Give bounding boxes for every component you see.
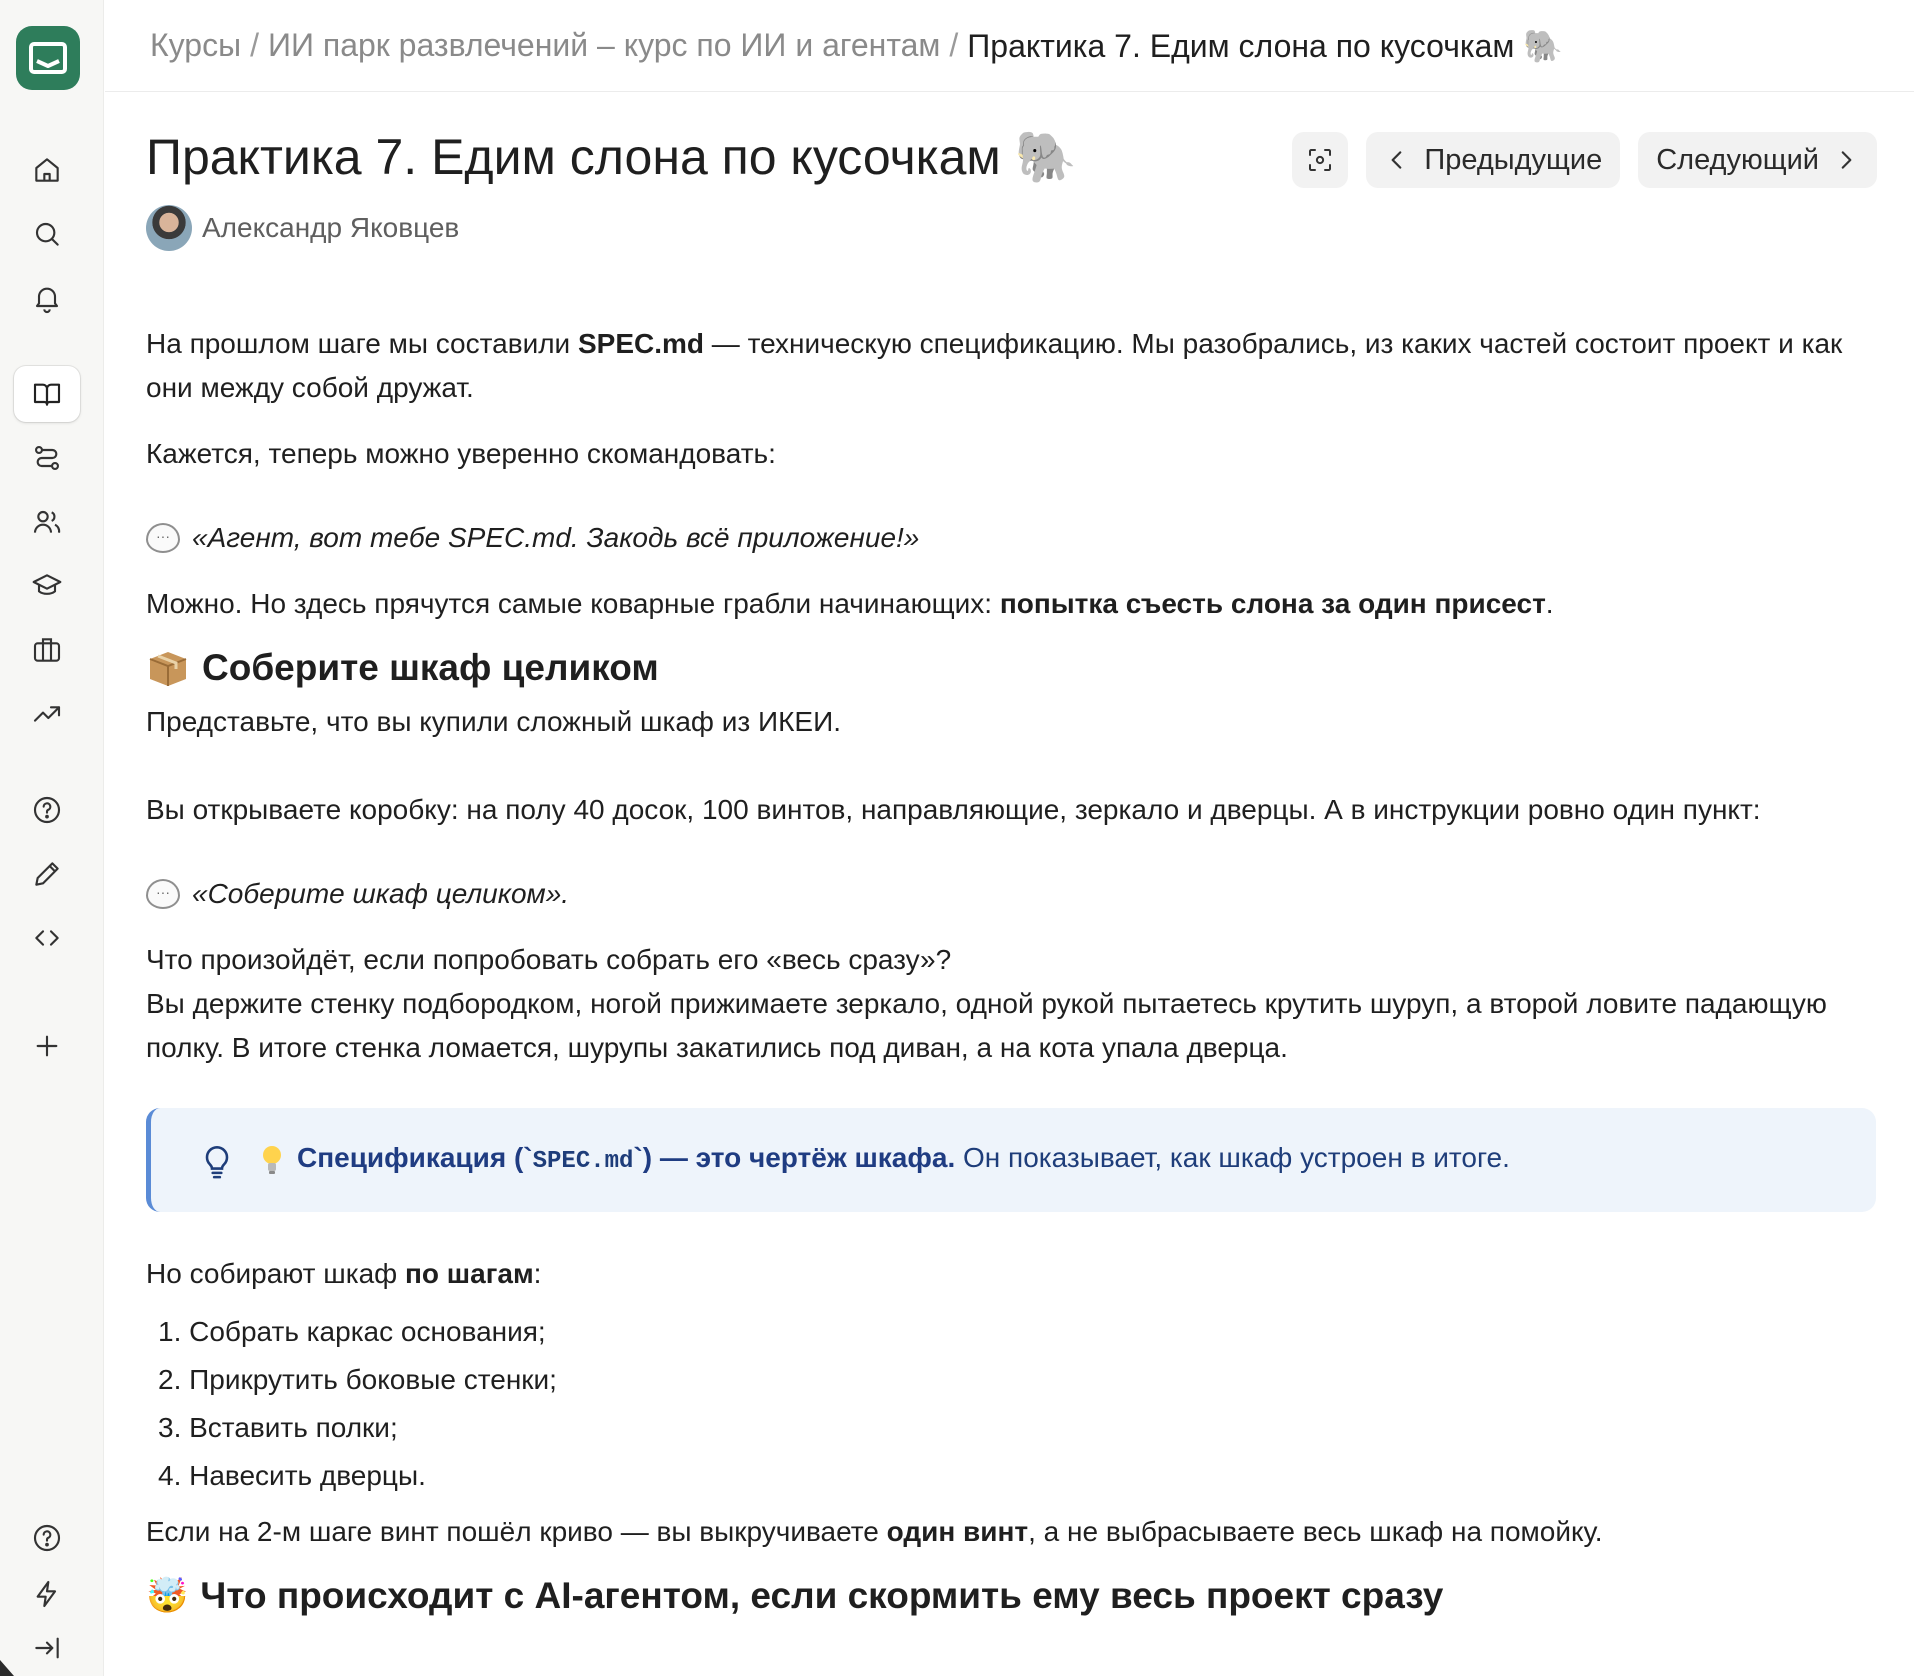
route-icon <box>31 442 63 474</box>
chevron-left-icon <box>1384 147 1410 173</box>
bold-text: Спецификация (` <box>297 1142 533 1173</box>
lightbulb-icon <box>199 1140 235 1180</box>
lightbulb-emoji-icon <box>261 1144 283 1176</box>
package-emoji-icon <box>146 646 190 690</box>
author[interactable] <box>146 205 459 251</box>
chevron-right-icon <box>1833 147 1859 173</box>
corner-decoration <box>0 1660 14 1676</box>
sidebar-item-faq[interactable] <box>14 782 80 838</box>
sidebar-item-learning[interactable] <box>14 558 80 614</box>
lesson-content <box>146 322 1876 1622</box>
heading-text: Соберите шкаф целиком <box>202 647 659 688</box>
sidebar-item-home[interactable] <box>14 142 80 198</box>
bold-text: `) — это чертёж шкафа. <box>633 1142 956 1173</box>
help-circle-icon <box>31 1522 63 1554</box>
logout-icon <box>31 1632 63 1664</box>
search-icon <box>31 218 63 250</box>
sidebar-item-roadmap[interactable] <box>14 430 80 486</box>
bold-text: попытка съесть слона за один присест <box>999 588 1546 619</box>
heading-text: Что происходит с AI-агентом, если скормить ему весь проект сразу <box>200 1575 1444 1616</box>
bold-text: SPEC.md <box>577 328 705 359</box>
focus-mode-button[interactable] <box>1292 132 1348 188</box>
book-logo-icon <box>28 41 68 75</box>
inline-code: SPEC.md <box>532 1148 634 1175</box>
steps-list <box>146 1308 1876 1500</box>
briefcase-icon <box>31 634 63 666</box>
text: . <box>1545 588 1554 619</box>
paragraph <box>146 322 1876 410</box>
trending-up-icon <box>31 698 63 730</box>
sidebar-item-jobs[interactable] <box>14 622 80 678</box>
paragraph: Представьте, что вы купили сложный шкаф из ИКЕИ. <box>146 706 841 737</box>
bold-text: один винт <box>886 1516 1029 1547</box>
list-item: 2. Прикрутить боковые стенки; <box>158 1364 557 1395</box>
sidebar-item-upgrade[interactable] <box>14 1566 80 1622</box>
paragraph <box>146 1510 1876 1554</box>
exploding-head-emoji-icon: 🤯 <box>146 1576 189 1616</box>
previous-label: Предыдущие <box>1424 143 1603 176</box>
sidebar-item-logout[interactable] <box>14 1620 80 1676</box>
text: Можно. Но здесь прячутся самые коварные грабли начинающих: <box>146 588 1000 619</box>
code-icon <box>31 922 63 954</box>
sidebar-item-help[interactable] <box>14 1510 80 1566</box>
lesson-navigation <box>1292 132 1877 188</box>
text: На прошлом шаге мы составили <box>146 328 578 359</box>
paragraph <box>146 582 1876 626</box>
bold-text: по шагам <box>405 1258 534 1289</box>
quote <box>146 872 1876 916</box>
text: Но собирают шкаф <box>146 1258 405 1289</box>
breadcrumb-course[interactable]: ИИ парк развлечений – курс по ИИ и агентам <box>267 27 941 63</box>
sidebar-item-community[interactable] <box>14 494 80 550</box>
text: — техническую спецификацию. Мы разобрались, из каких частей состоит проект и как они между собой дружат. <box>146 328 1843 403</box>
app-logo[interactable] <box>16 26 80 90</box>
text: , а не выбрасываете весь шкаф на помойку. <box>1028 1516 1603 1547</box>
author-name: Александр Яковцев <box>202 212 460 243</box>
list-item: 3. Вставить полки; <box>158 1412 398 1443</box>
sidebar-item-edit[interactable] <box>14 846 80 902</box>
home-icon <box>31 154 63 186</box>
section-heading <box>146 642 1876 694</box>
sidebar-item-add[interactable] <box>14 1018 80 1074</box>
pencil-icon <box>31 858 63 890</box>
paragraph: Кажется, теперь можно уверенно скомандовать: <box>146 438 776 469</box>
zap-icon <box>31 1578 63 1610</box>
breadcrumb <box>105 0 1914 92</box>
book-open-icon <box>31 378 63 410</box>
users-icon <box>31 506 63 538</box>
graduation-cap-icon <box>31 570 63 602</box>
paragraph: Что произойдёт, если попробовать собрать его «весь сразу»? <box>146 944 952 975</box>
speech-bubble-icon: ··· <box>146 879 180 909</box>
plus-icon <box>31 1030 63 1062</box>
paragraph: Вы открываете коробку: на полу 40 досок, 100 винтов, направляющие, зеркало и дверцы. А в инструкции ровно один пункт: <box>146 794 1761 825</box>
callout-text <box>297 1136 1510 1184</box>
quote <box>146 516 1876 560</box>
help-circle-icon <box>31 794 63 826</box>
list-item: 4. Навесить дверцы. <box>158 1460 426 1491</box>
paragraph <box>146 1252 1876 1296</box>
page-title: Практика 7. Едим слона по кусочкам 🐘 <box>146 129 1077 185</box>
list-item: 1. Собрать каркас основания; <box>158 1316 546 1347</box>
quote-text: «Соберите шкаф целиком». <box>192 878 570 909</box>
paragraph: Вы держите стенку подбородком, ногой прижимаете зеркало, одной рукой пытаетесь крутить шуруп, а второй ловите падающую полку. В итоге стенка ломается, шурупы закатились под диван, а на кота упала дверца. <box>146 988 1827 1063</box>
sidebar <box>0 0 104 1676</box>
quote-text: «Агент, вот тебе SPEC.md. Закодь всё приложение!» <box>192 522 920 553</box>
sidebar-item-notifications[interactable] <box>14 270 80 326</box>
sidebar-item-code[interactable] <box>14 910 80 966</box>
previous-lesson-button[interactable] <box>1366 132 1620 188</box>
breadcrumb-separator: / <box>250 27 259 63</box>
breadcrumb-current: Практика 7. Едим слона по кусочкам 🐘 <box>967 27 1564 64</box>
tip-callout <box>146 1108 1876 1212</box>
breadcrumb-separator: / <box>949 27 959 63</box>
sidebar-item-courses[interactable] <box>14 366 80 422</box>
breadcrumb-courses[interactable]: Курсы <box>150 27 242 63</box>
sidebar-item-progress[interactable] <box>14 686 80 742</box>
speech-bubble-icon: ··· <box>146 523 180 553</box>
sidebar-item-search[interactable] <box>14 206 80 262</box>
bell-icon <box>31 282 63 314</box>
text: Он показывает, как шкаф устроен в итоге. <box>955 1142 1510 1173</box>
text: Если на 2-м шаге винт пошёл криво — вы выкручиваете <box>146 1516 887 1547</box>
text: : <box>533 1258 542 1289</box>
avatar <box>146 205 192 251</box>
next-label: Следующий <box>1656 143 1819 176</box>
next-lesson-button[interactable] <box>1638 132 1877 188</box>
scan-icon <box>1305 145 1335 175</box>
section-heading <box>146 1570 1876 1622</box>
